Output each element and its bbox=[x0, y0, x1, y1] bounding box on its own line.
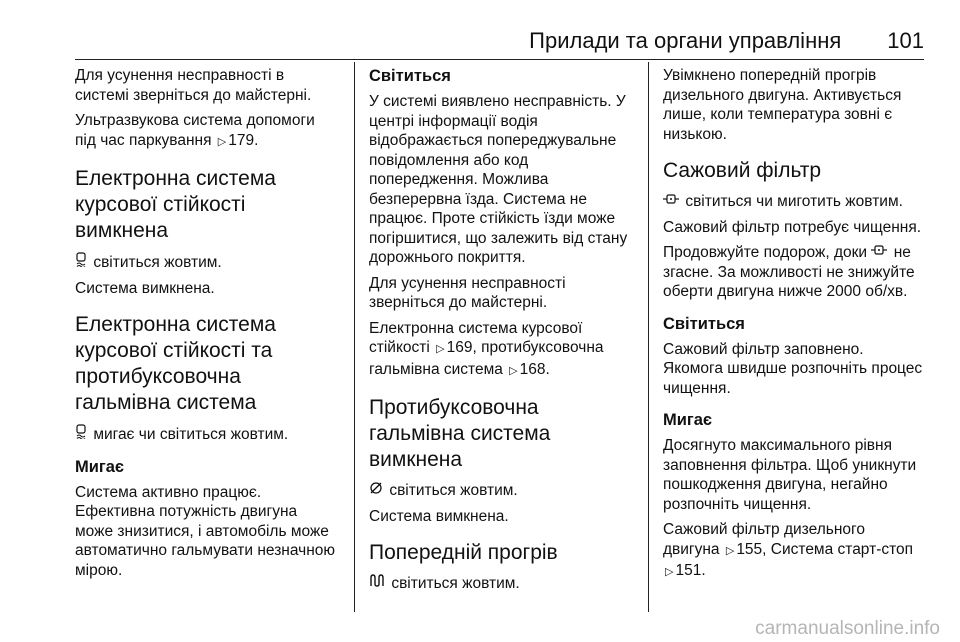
column-divider bbox=[648, 62, 649, 612]
paragraph: Сажовий фільтр дизельного двигуна ▷ 155, Система старт-стоп ▷ 151. bbox=[663, 520, 925, 583]
page-ref-link[interactable]: 155, Система старт-стоп bbox=[736, 540, 914, 558]
heading-blink: Мигає bbox=[663, 411, 713, 429]
heading-filter: Сажовий фільтр bbox=[663, 159, 822, 182]
page-ref-link[interactable]: 179. bbox=[228, 131, 259, 149]
column-divider bbox=[354, 62, 355, 612]
heading-esc-tc: Електронна система курсової стійкості та протибуксовочна гальмівна система bbox=[75, 313, 276, 414]
paragraph: Система вимкнена. bbox=[75, 279, 215, 297]
diesel-particle-filter-icon bbox=[871, 243, 887, 263]
page-ref-link[interactable]: 168. bbox=[519, 360, 550, 378]
triangle-right-icon: ▷ bbox=[509, 364, 518, 377]
paragraph: Для усунення несправності зверніться до майстерні. bbox=[369, 274, 566, 311]
heading-blink: Мигає bbox=[75, 457, 125, 476]
column-1 bbox=[75, 66, 337, 586]
esc-icon bbox=[75, 424, 87, 445]
paragraph: світиться жовтим. bbox=[369, 481, 631, 501]
column-3 bbox=[663, 66, 925, 589]
heading-preheat: Попередній прогрів bbox=[369, 541, 558, 564]
triangle-right-icon: ▷ bbox=[665, 566, 674, 578]
paragraph: Електронна система курсової стійкості ▷ 169, протибуксовочна гальмівна система ▷ 168. bbox=[369, 319, 631, 382]
paragraph: Продовжуйте подорож, доки не згасне. За можливості не знижуйте оберти двигуна нижче 2000 об/хв. bbox=[663, 244, 915, 300]
diesel-particle-filter-icon bbox=[663, 192, 679, 212]
paragraph: Система активно працює. bbox=[75, 483, 262, 501]
paragraph: Ультразвукова система допомоги під час паркування ▷ 179. bbox=[75, 111, 337, 152]
paragraph: світиться чи миготить жовтим. bbox=[663, 192, 925, 212]
page-ref-link[interactable]: 151. bbox=[675, 562, 706, 579]
watermark: carmanualsonline.info bbox=[755, 618, 940, 639]
heading-lit: Світиться bbox=[663, 314, 745, 333]
triangle-right-icon: ▷ bbox=[436, 343, 445, 355]
paragraph: світиться жовтим. bbox=[369, 574, 631, 594]
triangle-right-icon: ▷ bbox=[725, 544, 735, 557]
heading-esc-off: Електронна система курсової стійкості вимкнена bbox=[75, 167, 276, 242]
paragraph: світиться жовтим. bbox=[75, 252, 337, 273]
paragraph: У системі виявлено несправність. У центрі інформації водія відображається попереджувальне повідомлення або код попередження. Можлива безперервна їзда. Система не працює. Проте стійкість їзди може погіршитися, що залежить від стану дорожнього покриття. bbox=[369, 93, 628, 266]
paragraph: Ефективна потужність двигуна може знизитися, і автомобіль може автоматично гальмувати незначною мірою. bbox=[75, 503, 336, 579]
paragraph: Для усунення несправності в системі зверніться до майстерні. bbox=[75, 67, 312, 104]
paragraph: Система вимкнена. bbox=[369, 507, 509, 525]
preheat-coil-icon bbox=[369, 574, 385, 594]
paragraph: Увімкнено попередній прогрів дизельного двигуна. Активується лише, коли температура зовні є низькою. bbox=[663, 67, 902, 143]
column-2 bbox=[369, 66, 631, 600]
tc-off-icon bbox=[369, 481, 383, 501]
heading-tc-off: Протибуксовочна гальмівна система вимкнена bbox=[369, 396, 551, 471]
page-number: 101 bbox=[887, 28, 924, 53]
page-ref-link[interactable]: 169, протибуксовочна гальмівна система bbox=[369, 339, 604, 378]
section-title: Прилади та органи управління bbox=[529, 28, 842, 53]
page-header bbox=[0, 28, 924, 54]
paragraph: Сажовий фільтр заповнено. Якомога швидше розпочніть процес чищення. bbox=[663, 340, 923, 397]
paragraph: Сажовий фільтр потребує чищення. bbox=[663, 218, 922, 236]
heading-lit: Світиться bbox=[369, 67, 451, 85]
triangle-right-icon: ▷ bbox=[217, 135, 227, 148]
esc-off-icon bbox=[75, 252, 87, 273]
paragraph: мигає чи світиться жовтим. bbox=[75, 424, 337, 445]
paragraph: Досягнуто максимального рівня заповнення фільтра. Щоб уникнути пошкодження двигуна, негайно розпочніть чищення. bbox=[663, 437, 917, 513]
header-rule bbox=[75, 59, 924, 60]
